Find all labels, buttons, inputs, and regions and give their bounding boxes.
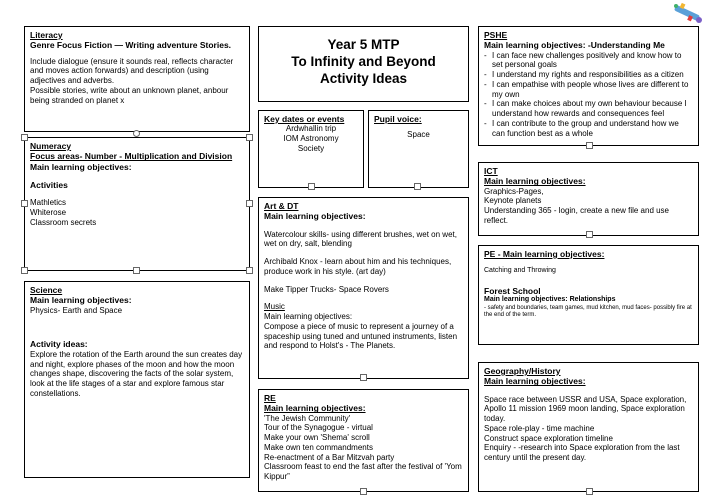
geography-line: Space race between USSR and USA, Space exploration, Apollo 11 mission 1969 moon landing, Space exploration today.: [484, 394, 687, 424]
resize-handle[interactable]: [246, 200, 253, 207]
re-item: Re-enactment of a Bar Mitzvah party: [264, 452, 395, 462]
geography-line: Enquiry - -research into Space exploration from the last century until the present day.: [484, 443, 680, 463]
literacy-para1: Include dialogue (ensure it sounds real, reflects character and moves action forwards) and description (using adjectives and adverbs.: [30, 56, 234, 86]
resize-handle[interactable]: [21, 267, 28, 274]
art-box: [258, 197, 469, 379]
forest-school-objectives: Main learning objectives: Relationships: [484, 296, 616, 304]
list-item: - I can empathise with people whose lives are different to my own: [484, 80, 693, 100]
literacy-para2: Possible stories, write about an unknown planet, anbour being stranded on planet x: [30, 85, 229, 105]
ict-line: Understanding 365 - login, create a new file and use reflect.: [484, 206, 670, 225]
list-item: - I understand my rights and responsibilities as a citizen: [484, 70, 693, 80]
resize-handle[interactable]: [21, 200, 28, 207]
list-item: - I can contribute to the group and understand how we can function best as a whole: [484, 119, 693, 139]
re-item: 'The Jewish Community': [264, 413, 351, 423]
pshe-list: [484, 51, 693, 139]
re-item: Make your own 'Shema' scroll: [264, 433, 370, 443]
geography-line: Construct space exploration timeline: [484, 433, 613, 443]
science-heading: Science: [30, 285, 63, 295]
science-activity-text: Explore the rotation of the Earth around the sun creates day and night, explore phases of the moon and how the moon changes shape, discovering the facts of the solar system, look at the life stages of a star and explore famous star constellations.: [30, 349, 243, 398]
key-dates-heading: Key dates or events: [264, 114, 345, 124]
numeracy-item: Whiterose: [30, 208, 67, 218]
numeracy-item: Classroom secrets: [30, 217, 97, 227]
resize-handle[interactable]: [246, 134, 253, 141]
resize-handle[interactable]: [246, 267, 253, 274]
science-box: [24, 281, 250, 478]
key-dates-line: Society: [297, 143, 325, 153]
re-item: Classroom feast to end the fast after the festival of 'Yom Kippur”: [264, 462, 462, 482]
title-line-1: Year 5 MTP: [327, 37, 400, 52]
geography-objectives: Main learning objectives:: [484, 376, 586, 387]
pe-heading: PE - Main learning objectives:: [484, 249, 605, 259]
art-paragraph: Watercolour skills- using different brushes, wet on wet, wet on dry, salt, blending: [264, 229, 457, 249]
numeracy-box[interactable]: [24, 137, 250, 271]
list-item: - I can make choices about my own behaviour because I understand how rewards and consequences feel: [484, 99, 693, 119]
music-objectives: Main learning objectives:: [264, 312, 353, 322]
literacy-focus: Genre Focus Fiction — Writing adventure Stories.: [30, 40, 232, 51]
rocket-icon: [672, 2, 704, 26]
art-objectives: Main learning objectives:: [264, 211, 366, 222]
expand-handle[interactable]: [586, 142, 593, 149]
art-paragraph: Make Tipper Trucks- Space Rovers: [264, 284, 389, 294]
pe-box: [478, 245, 699, 345]
expand-handle[interactable]: [586, 231, 593, 238]
re-item: Tour of the Synagogue - virtual: [264, 423, 373, 433]
ict-line: Graphics-Pages,: [484, 186, 544, 196]
resize-handle[interactable]: [21, 134, 28, 141]
ict-heading: ICT: [484, 166, 498, 176]
pshe-objectives: Main learning objectives: -Understanding Me: [484, 40, 665, 51]
expand-handle[interactable]: [360, 374, 367, 381]
forest-school-heading: Forest School: [484, 285, 541, 296]
pe-line: Catching and Throwing: [484, 267, 556, 275]
geography-line: Space role-play - time machine: [484, 423, 595, 433]
title-line-3: Activity Ideas: [319, 70, 408, 86]
forest-school-text: - safety and boundaries, team games, mud kitchen, mud faces- possibly fire at the end of the term.: [484, 304, 692, 318]
art-paragraph: Archibald Knox - learn about him and his techniques, produce work in his style. (art day): [264, 257, 452, 276]
re-objectives: Main learning objectives:: [264, 403, 366, 414]
pshe-heading: PSHE: [484, 30, 508, 40]
science-physics: Physics- Earth and Space: [30, 305, 123, 315]
page-title: [258, 26, 469, 102]
numeracy-activities: Activities: [30, 180, 68, 191]
numeracy-objectives: Main learning objectives:: [30, 161, 132, 172]
title-line-2: To Infinity and Beyond: [291, 53, 436, 69]
ict-line: Keynote planets: [484, 196, 542, 206]
pshe-box: [478, 26, 699, 146]
re-item: Make own ten commandments: [264, 442, 373, 452]
ict-box: [478, 162, 699, 236]
literacy-box: [24, 26, 250, 132]
re-heading: RE: [264, 393, 276, 403]
science-objectives: Main learning objectives:: [30, 295, 132, 306]
resize-handle[interactable]: [133, 267, 140, 274]
expand-handle[interactable]: [586, 488, 593, 495]
music-text: Compose a piece of music to represent a journey of a spaceship using tuned and untuned instruments, listen and respond to Holst's - The Planets.: [264, 321, 458, 351]
science-activity-heading: Activity ideas:: [30, 339, 88, 350]
list-item: - I can face new challenges positively and know how to set personal goals: [484, 51, 693, 71]
key-dates-line: IOM Astronomy: [283, 134, 339, 144]
resize-handle[interactable]: [133, 130, 140, 137]
ict-objectives: Main learning objectives:: [484, 176, 586, 187]
pupil-voice-heading: Pupil voice:: [374, 114, 422, 124]
music-heading: Music: [264, 302, 285, 312]
key-dates-line: Ardwhallin trip: [285, 124, 337, 134]
expand-handle[interactable]: [414, 183, 421, 190]
numeracy-focus: Focus areas- Number - Multiplication and Division: [30, 151, 233, 162]
numeracy-heading: Numeracy: [30, 141, 72, 151]
expand-handle[interactable]: [308, 183, 315, 190]
geography-heading: Geography/History: [484, 366, 561, 376]
geography-box: [478, 362, 699, 492]
numeracy-item: Mathletics: [30, 198, 67, 208]
art-heading: Art & DT: [264, 201, 299, 211]
key-dates-box: [258, 110, 364, 188]
re-box: [258, 389, 469, 492]
pupil-voice-box: [368, 110, 469, 188]
expand-handle[interactable]: [360, 488, 367, 495]
literacy-heading: Literacy: [30, 30, 63, 40]
pupil-voice-value: Space: [407, 130, 430, 140]
